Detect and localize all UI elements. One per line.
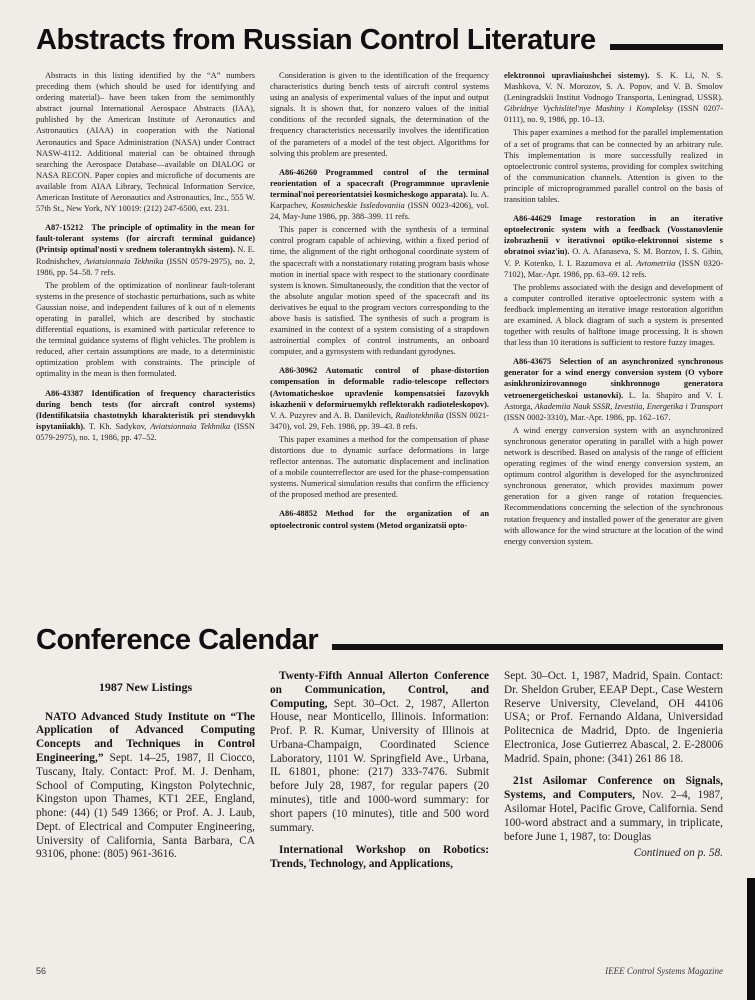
abstract-authors: O. A. Afanaseva, S. M. Borzov, I. S. Gibin, V. P. Kotenko, I. I. Razumova et al. bbox=[504, 247, 723, 268]
abstracts-column-3 bbox=[504, 70, 723, 618]
abstract-citation: (ISSN 0002-3310), Mar.-Apr. 1986, pp. 162–167. bbox=[504, 412, 671, 422]
abstract-entry-a86-46260 bbox=[270, 167, 489, 222]
journal-name: Aviatsionnaia Tekhnika bbox=[150, 421, 231, 431]
abstract-entry-a86-43387 bbox=[36, 388, 255, 443]
abstracts-column-2 bbox=[270, 70, 489, 618]
abstracts-columns bbox=[36, 70, 723, 618]
abstract-body: This paper examines a method for the parallel implementation of a set of programs that can be connected by an arbitrary rule. This implementation is more successfully realized in optoelectronic control systems, providing for complex switching of the communication channels. Attention is given to the principle of microprogrammed parallel control on the basis of transition tables. bbox=[504, 128, 723, 205]
calendar-title-text: Conference Calendar bbox=[36, 624, 319, 656]
abstract-body-continued: Consideration is given to the identification of the frequency characteristics during bench tests of aircraft control systems using an analysis of experimental values of the input and output signals. It is shown that, for nonzero values of the initial conditions of the recorded signals, the determination of the frequency characteristics necessarily involves the identification of the parameters of a model of the test object. Algorithms for solving this problem are presented. bbox=[270, 71, 489, 158]
abstracts-section-title bbox=[36, 24, 723, 57]
abstract-citation: (ISSN 0023-4206), vol. 24, May-June 1986, pp. 388–399. 11 refs. bbox=[270, 201, 489, 222]
journal-name: Radiotekhnika bbox=[395, 410, 444, 420]
conference-name: Twenty-Fifth Annual Allerton Conference on Communication, Control, and Computing, bbox=[270, 670, 489, 710]
calendar-entry-robotics-workshop bbox=[270, 844, 489, 872]
abstracts-title-text: Abstracts from Russian Control Literature bbox=[36, 24, 596, 56]
conference-name: NATO Advanced Study Institute on “The Application of Advanced Computing Concepts and Techniques in Control Engineering,” bbox=[36, 710, 255, 764]
abstract-title: A86-44629 Image restoration in an iterative optoelectronic system with a feedback (Vosstanovlenie izobrazhenii v iterativnoi optiko-elektronnoi sisteme s obratnoi sviaz'iu). bbox=[504, 214, 723, 257]
journal-name: Avtometriia bbox=[636, 258, 676, 268]
page-number: 56 bbox=[36, 966, 47, 976]
calendar-column-1 bbox=[36, 670, 255, 908]
calendar-entry-asilomar bbox=[504, 775, 723, 844]
journal-name: Aviatsionnaia Tekhnika bbox=[84, 256, 164, 266]
abstract-authors: V. A. Puzyrev and A. B. Danilevich, bbox=[270, 410, 396, 420]
conference-details: Nov. 2–4, 1987, Asilomar Hotel, Pacific Grove, California. Send 100-word abstract and a summary, in triplicate, before June 1, 1987, to: Douglas bbox=[504, 789, 723, 843]
abstract-authors: Iu. A. Karpachev, bbox=[270, 189, 489, 211]
abstract-body: The problem of the optimization of nonlinear fault-tolerant systems in the presence of stochastic perturbations, such as white Gaussian noise, and independent failures of k out of n elements operating in parallel, which are described by stochastic differential equations, is examined with particular reference to the terminal guidance systems of flight vehicles. The problem is reduced, after certain assumptions are made, to a deterministic optimization problem with constraints. The principle of optimality in the mean is then formulated. bbox=[36, 280, 255, 379]
conference-details: Sept. 14–25, 1987, Il Ciocco, Tuscany, Italy. Contact: Prof. M. J. Denham, School of Computing, Kingston Polytechnic, Kingston upon Thames, KT1 2EE, England, phone: (44) (1) 549 1366; or Prof. A. J. Laub, Dept. of Electrical and Computer Engineering, University of California, Santa Barbara, CA 93106, phone: (805) 961-3616. bbox=[36, 751, 255, 861]
calendar-columns bbox=[36, 670, 723, 908]
abstract-citation: (ISSN 0021-3470), vol. 29, Feb. 1986, pp. 39–43. 8 refs. bbox=[270, 410, 489, 431]
abstract-title: A86-43675 Selection of an asynchronized synchronous generator for a wind energy conversion system (O vybore asinkhronizirovannogo sinkhronnogo generatora vetroenergeticheskoi ustanovki). bbox=[504, 357, 723, 400]
abstracts-column-1 bbox=[36, 70, 255, 618]
abstract-title: A86-43387 Identification of frequency characteristics during bench tests (for aircraft control systems) (Identifikatsiia chastotnykh kharakteristik pri stendovykh ispytaniiakh). bbox=[36, 388, 255, 431]
abstract-citation: (ISSN 0320-7102), Mar.-Apr. 1986, pp. 63–69. 12 refs. bbox=[504, 258, 723, 279]
magazine-name: IEEE Control Systems Magazine bbox=[605, 966, 723, 976]
abstract-title: A86-48852 Method for the organization of an optoelectronic control system (Metod organizatsii opto- bbox=[270, 509, 489, 530]
abstracts-title-rule bbox=[610, 44, 723, 50]
abstract-body: This paper examines a method for the compensation of phase distortions due to dynamic surface deformations in large reflector antennas. The automatic displacement and inclination of a mobile counterreflector are used for the phase-compensation systems. Numerical simulation results that confirm the efficiency of the proposed method are presented. bbox=[270, 434, 489, 500]
calendar-entry-nato bbox=[36, 711, 255, 863]
journal-name: Gibridnye Vychislitel'nye Mashiny i Kompleksy bbox=[504, 104, 673, 114]
calendar-title-rule bbox=[332, 644, 723, 650]
abstract-entry-a86-43675 bbox=[504, 356, 723, 423]
abstract-title: A87-15212 The principle of optimality in the mean for fault-tolerant systems (for aircraft terminal guidance) (Printsip optimal'nosti v srednem tolerantnykh sistem). bbox=[36, 223, 255, 255]
abstract-entry-a87-15212 bbox=[36, 222, 255, 277]
calendar-entry-robotics-continued: Sept. 30–Oct. 1, 1987, Madrid, Spain. Contact: Dr. Sheldon Gruber, EEAP Dept., Case Western Reserve University, Cleveland, OH 44106 USA; or Prof. Fernando Aldana, Universidad Politecnica de Madrid, Dpto. de Ingenieria Electronica, Jose Gutierrez Abascal, 2. E-28006 Madrid. Spain, phone: (341) 261 86 18. bbox=[504, 670, 723, 765]
abstract-entry-a86-44629 bbox=[504, 213, 723, 280]
calendar-column-2 bbox=[270, 670, 489, 908]
abstract-body: This paper is concerned with the synthesis of a terminal control program capable of achieving, within a fixed period of time, the alignment of the right orthogonal coordinate system of the spacecraft with a nonstationary rotating program basis whose motion in inertial space with respect to the stationary coordinate system is known. Simultaneously, the condition that the vector of the absolute angular motion speed of the spacecraft and its derivatives be equal to the program vectors corresponding to the above basis is satisfied. The synthesis of such a program is examined in the context of a system consisting of a strapdown astroinertial complex of control instruments, an onboard computer, and a gyrosystem with redundant gyrodynes. bbox=[270, 225, 489, 357]
journal-name: Kosmicheskie Issledovaniia bbox=[310, 201, 405, 211]
intro-paragraph: Abstracts in this listing identified by the “A” numbers preceding them (which should be used for identifying and ordering material)– have been taken from the semimonthly abstract journal International Aerospace Abstracts (IAA), published by the American Institute of Aeronautics and Astronautics (AIAA) in cooperation with the National Aeronautics and Space Administration (NASA) under Contract NASW-4112. Additional material can be obtained through searching the Aerospace Database—available on DIALOG or NASA RECON. Paper copies and microfiche of documents are available from AIAA Library, Technical Information Service, American Institute of Aeronautics and Astronautics, Inc., 555 W. 57th St., New York, NY 10019: (212) 247-6500, ext. 231. bbox=[36, 71, 255, 214]
abstract-body: A wind energy conversion system with an asynchronized synchronous generator operating in parallel with a high power network is described. Based on analysis of the range of efficient operating regimes of the wind energy conversion system, an optimum control algorithm is developed for the asynchronized synchronous generator, which provides maximum power generation for a given range of rotation frequencies. Recommendations concerning the selection of the synchronous rotation frequency and installed power of the generator are given with allowance for the wind structure at the location of the wind energy conversion system. bbox=[504, 425, 723, 546]
abstract-title: A86-30962 Automatic control of phase-distortion compensation in deformable radio-telescope reflectors (Avtomaticheskoe upravlenie kompensatsiei fazovykh iskazhenii v deformiruemykh reflektorakh radioteleskopov). bbox=[270, 366, 489, 409]
continued-note: Continued on p. 58. bbox=[633, 847, 723, 860]
calendar-entry-allerton bbox=[270, 670, 489, 835]
calendar-section bbox=[36, 624, 723, 908]
conference-details: Sept. 30–Oct. 2, 1987, Allerton House, near Monticello, Illinois. Information: Prof. P. R. Kumar, University of Illinois at Urbana-Champaign, Coordinated Science Laboratory, 1101 W. Springfield Ave., Urbana, IL 61801, phone: (217) 333-7476. Submit before July 28, 1987, for regular papers (20 minutes), title and 1000-word summary: for short papers (10 minutes), title and 500 word summary. bbox=[270, 697, 489, 834]
calendar-section-title bbox=[36, 624, 723, 657]
abstract-authors: S. K. Li, N. S. Mashkova, V. N. Morozov, S. A. Popov, and V. B. Smolov (Leningradskii Institut Vodnogo Transporta, Leningrad, USSR). bbox=[504, 71, 723, 103]
page-footer bbox=[36, 966, 723, 976]
journal-name: Akademiia Nauk SSSR, Izvestiia, Energetika i Transport bbox=[534, 401, 723, 411]
abstract-entry-a86-30962 bbox=[270, 365, 489, 432]
calendar-column-3 bbox=[504, 670, 723, 908]
abstract-body: The problems associated with the design and development of a computer controlled iterative optoelectronic system with a feedback implementing an iterative image restoration algorithm are examined. A block diagram of such a system is presented together with results of halftone image processing. It is shown that less than 10 iterations is sufficient to restore fuzzy images. bbox=[504, 282, 723, 348]
abstracts-section bbox=[36, 24, 723, 618]
abstract-title: A86-46260 Programmed control of the terminal reorientation of a spacecraft (Programmnoe upravlenie terminal'noi pereorientatsiei kosmicheskogo apparata). bbox=[270, 167, 489, 199]
abstract-title-continued: elektronnoi upravliaiushchei sistemy). bbox=[504, 71, 650, 80]
conference-name: International Workshop on Robotics: Trends, Technology, and Applications, bbox=[270, 844, 489, 871]
abstract-authors: L. Ia. Shapiro and V. I. Astorga, bbox=[504, 390, 723, 411]
conference-name: 21st Asilomar Conference on Signals, Systems, and Computers, bbox=[504, 775, 723, 802]
abstract-citation: (ISSN 0579-2975), no. 1, 1986, pp. 47–52. bbox=[36, 421, 255, 442]
page-edge-ink-bar bbox=[747, 878, 755, 1000]
abstract-entry-a86-48852 bbox=[270, 508, 489, 530]
abstract-authors: T. Kh. Sadykov, bbox=[85, 421, 151, 431]
abstract-entry-a86-48852-continued bbox=[504, 70, 723, 125]
abstract-citation: (ISSN 0207-0111), no. 9, 1986, pp. 10–13. bbox=[504, 104, 723, 125]
new-listings-heading: 1987 New Listings bbox=[98, 680, 193, 694]
abstract-citation: (ISSN 0579-2975), no. 2, 1986, pp. 54–58. 7 refs. bbox=[36, 256, 255, 277]
abstract-authors: N. E. Rodnishchev, bbox=[36, 245, 255, 266]
